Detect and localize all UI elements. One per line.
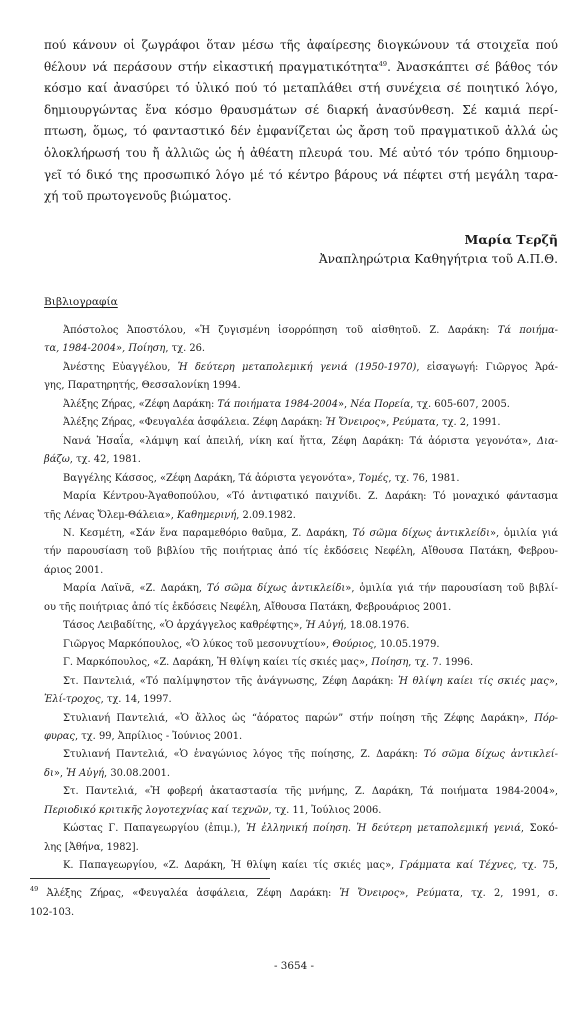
footnote-divider [30, 878, 270, 879]
paragraph-line: χή τοῦ πρωτογενοῦς βιώματος. [44, 189, 232, 204]
footnote-number: 49 [30, 885, 39, 893]
paragraph-line: πού κάνουν οἱ ζωγράφοι ὅταν μέσω τῆς ἀφαίρεσης διογκώνουν τά στοιχεῖα πού [44, 38, 558, 52]
bibliography-list [44, 322, 558, 876]
author-affiliation: Ἀναπληρώτρια Καθηγήτρια τοῦ Α.Π.Θ. [318, 252, 558, 266]
paragraph-line: κόσμο καί ἀνασύρει τό ὑλικό πού τό μεταπλάθει στή συνέχεια σέ ποιητικό λόγο, [44, 81, 558, 96]
bibliography-entry: Βαγγέλης Κάσσος, «Ζέφη Δαράκη, Τά ἀόριστα γεγονότα», Τομές, τχ. 76, 1981. [63, 472, 460, 484]
paragraph-line: δημιουργώντας ἕνα κόσμο θραυσμάτων σέ διαρκή ἀνασύνθεση. Σέ καμιά περί- [44, 102, 558, 117]
bibliography-entry: Ἀνέστης Εὐαγγέλου, Ἡ δεύτερη μεταπολεμική γενιά (1950-1970), εἰσαγωγή: Γιῶργος Ἀρά- γης, Παρατηρητής, Θεσσαλονίκη 1994. [44, 361, 558, 392]
footnote-reference[interactable]: 49 [378, 59, 388, 68]
bibliography-entry: Στ. Παντελιά, «Ἡ φοβερή ἀκαταστασία τῆς μνήμης, Ζ. Δαράκη, Τά ποιήματα 1984-2004», Περιοδικό κριτικῆς λογοτεχνίας καί τεχνῶν, τχ. 11, Ἰούλιος 2006. [44, 786, 558, 816]
paragraph-line: πτωση, ὅμως, τό φανταστικό δέν ἐμφανίζεται ὡς ἄρση τοῦ πραγματικοῦ ἀλλά ὡς [44, 124, 558, 139]
bibliography-entry: Ν. Κεσμέτη, «Σάν ἕνα παραμεθόριο θαῦμα, Ζ. Δαράκη, Τό σῶμα δίχως ἀντικλείδι», ὁμιλία γιά τήν παρουσίαση τοῦ βιβλίου τῆς ποιήτριας ἀπό τίς ἐκδόσεις Νεφέλη, Αἴθουσα Πατάκη, Φεβρου- άριος 2001. [44, 527, 559, 576]
bibliography-entry: Γ. Μαρκόπουλος, «Ζ. Δαράκη, Ἡ θλίψη καίει τίς σκιές μας», Ποίηση, τχ. 7. 1996. [63, 657, 474, 669]
bibliography-entry: Ἀλέξης Ζήρας, «Φευγαλέα ἀσφάλεια. Ζέφη Δαράκη: Ἡ Ὄνειρος», Ρεύματα, τχ. 2, 1991. [63, 417, 501, 429]
bibliography-entry: Τάσος Λειβαδίτης, «Ὁ ἀρχάγγελος καθρέφτης», Ἡ Αὐγή, 18.08.1976. [63, 620, 410, 632]
page-number: - 3654 - [273, 960, 315, 972]
bibliography-entry: Κ. Παπαγεωργίου, «Ζ. Δαράκη, Ἡ θλίψη καίει τίς σκιές μας», Γράμματα καί Τέχνες, τχ. 75, [63, 860, 558, 872]
footnote: $^{49}$ Ἀλέξης Ζήρας, «Φευγαλέα ἀσφάλεια, Ζέφη Δαράκη: Ἡ Ὄνειρος», Ρεύματα, τχ. 2, 1991, σ. 102-103. [30, 885, 559, 918]
bibliography-entry: Στ. Παντελιά, «Τό παλίμψηστον τῆς ἀνάγνωσης, Ζέφη Δαράκη: Ἡ θλίψη καίει τίς σκιές μας», Ἐλί-τροχος, τχ. 14, 1997. [44, 675, 558, 706]
bibliography-entry: Ἀλέξης Ζήρας, «Ζέφη Δαράκη: Τά ποιήματα 1984-2004», Νέα Πορεία, τχ. 605-607, 2005. [63, 398, 510, 410]
bibliography-entry: Μαρία Λαϊνᾶ, «Ζ. Δαράκη, Τό σῶμα δίχως ἀντικλείδι», ὁμιλία γιά τήν παρουσίαση τοῦ βιβλί- ου τῆς ποιήτριας ἀπό τίς ἐκδόσεις Νεφέλη, Αἴθουσα Πατάκη, Φεβρουάριος 2001. [44, 583, 558, 613]
paragraph-line: γεῖ τό δικό της προσωπικό λόγο μέ τό κέντρο βάρους νά πέφτει στή μεγάλη ταρα- [44, 167, 558, 182]
bibliography-heading: Βιβλιογραφία [44, 296, 118, 308]
bibliography-entry: Στυλιανή Παντελιά, «Ὁ ἐναγώνιος λόγος τῆς ποίησης, Ζ. Δαράκη: Τό σῶμα δίχως ἀντικλεί- δι», Ἡ Αὐγή, 30.08.2001. [44, 749, 558, 779]
main-paragraph [44, 35, 558, 208]
bibliography-entry: Νανά Ἠσαΐα, «λάμψη καί ἀπειλή, νίκη καί ἥττα, Ζέφη Δαράκη: Τά ἀόριστα γεγονότα», Δια- βάζω, τχ. 42, 1981. [44, 435, 558, 466]
bibliography-entry: Κώστας Γ. Παπαγεωργίου (ἐπιμ.), Ἡ ἑλληνική ποίηση. Ἡ δεύτερη μεταπολεμική γενιά, Σοκό- λης [Ἀθήνα, 1982]. [44, 823, 558, 853]
bibliography-entry: Μαρία Κέντρου-Ἀγαθοπούλου, «Τό ἀντιφατικό παιχνίδι. Ζ. Δαράκη: Τό μοναχικό φάντασμα τῆς Λένας Ὄλεμ-Θάλεια», Καθημερινή, 2.09.1982. [44, 491, 558, 521]
author-name: Μαρία Τερζῆ [464, 232, 558, 247]
bibliography-entry: Ἀπόστολος Ἀποστόλου, «Ἡ ζυγισμένη ἰσορρόπηση τοῦ αἰσθητοῦ. Ζ. Δαράκη: Τά ποιήμα- τα, 1984-2004», Ποίηση, τχ. 26. [44, 325, 558, 355]
bibliography-entry: Γιῶργος Μαρκόπουλος, «Ὁ λύκος τοῦ μεσονυχτίου», Θούριος, 10.05.1979. [63, 638, 440, 650]
bibliography-entry: Στυλιανή Παντελιά, «Ὁ ἄλλος ὡς “ἀόρατος παρών” στήν ποίηση τῆς Ζέφης Δαράκη», Πόρ- φυρας, τχ. 99, Ἀπρίλιος - Ἰούνιος 2001. [44, 712, 558, 742]
paragraph-line: θέλουν νά περάσουν στήν εἰκαστική πραγματικότητα$^{49}$. Ἀνασκάπτει σέ βάθος τόν [44, 59, 558, 74]
paragraph-line: ὁλοκλήρωσή του ἤ ἀλλιῶς ὡς ἡ ἀθέατη πλευρά του. Μέ αὐτό τόν τρόπο δημιουρ- [44, 145, 558, 160]
